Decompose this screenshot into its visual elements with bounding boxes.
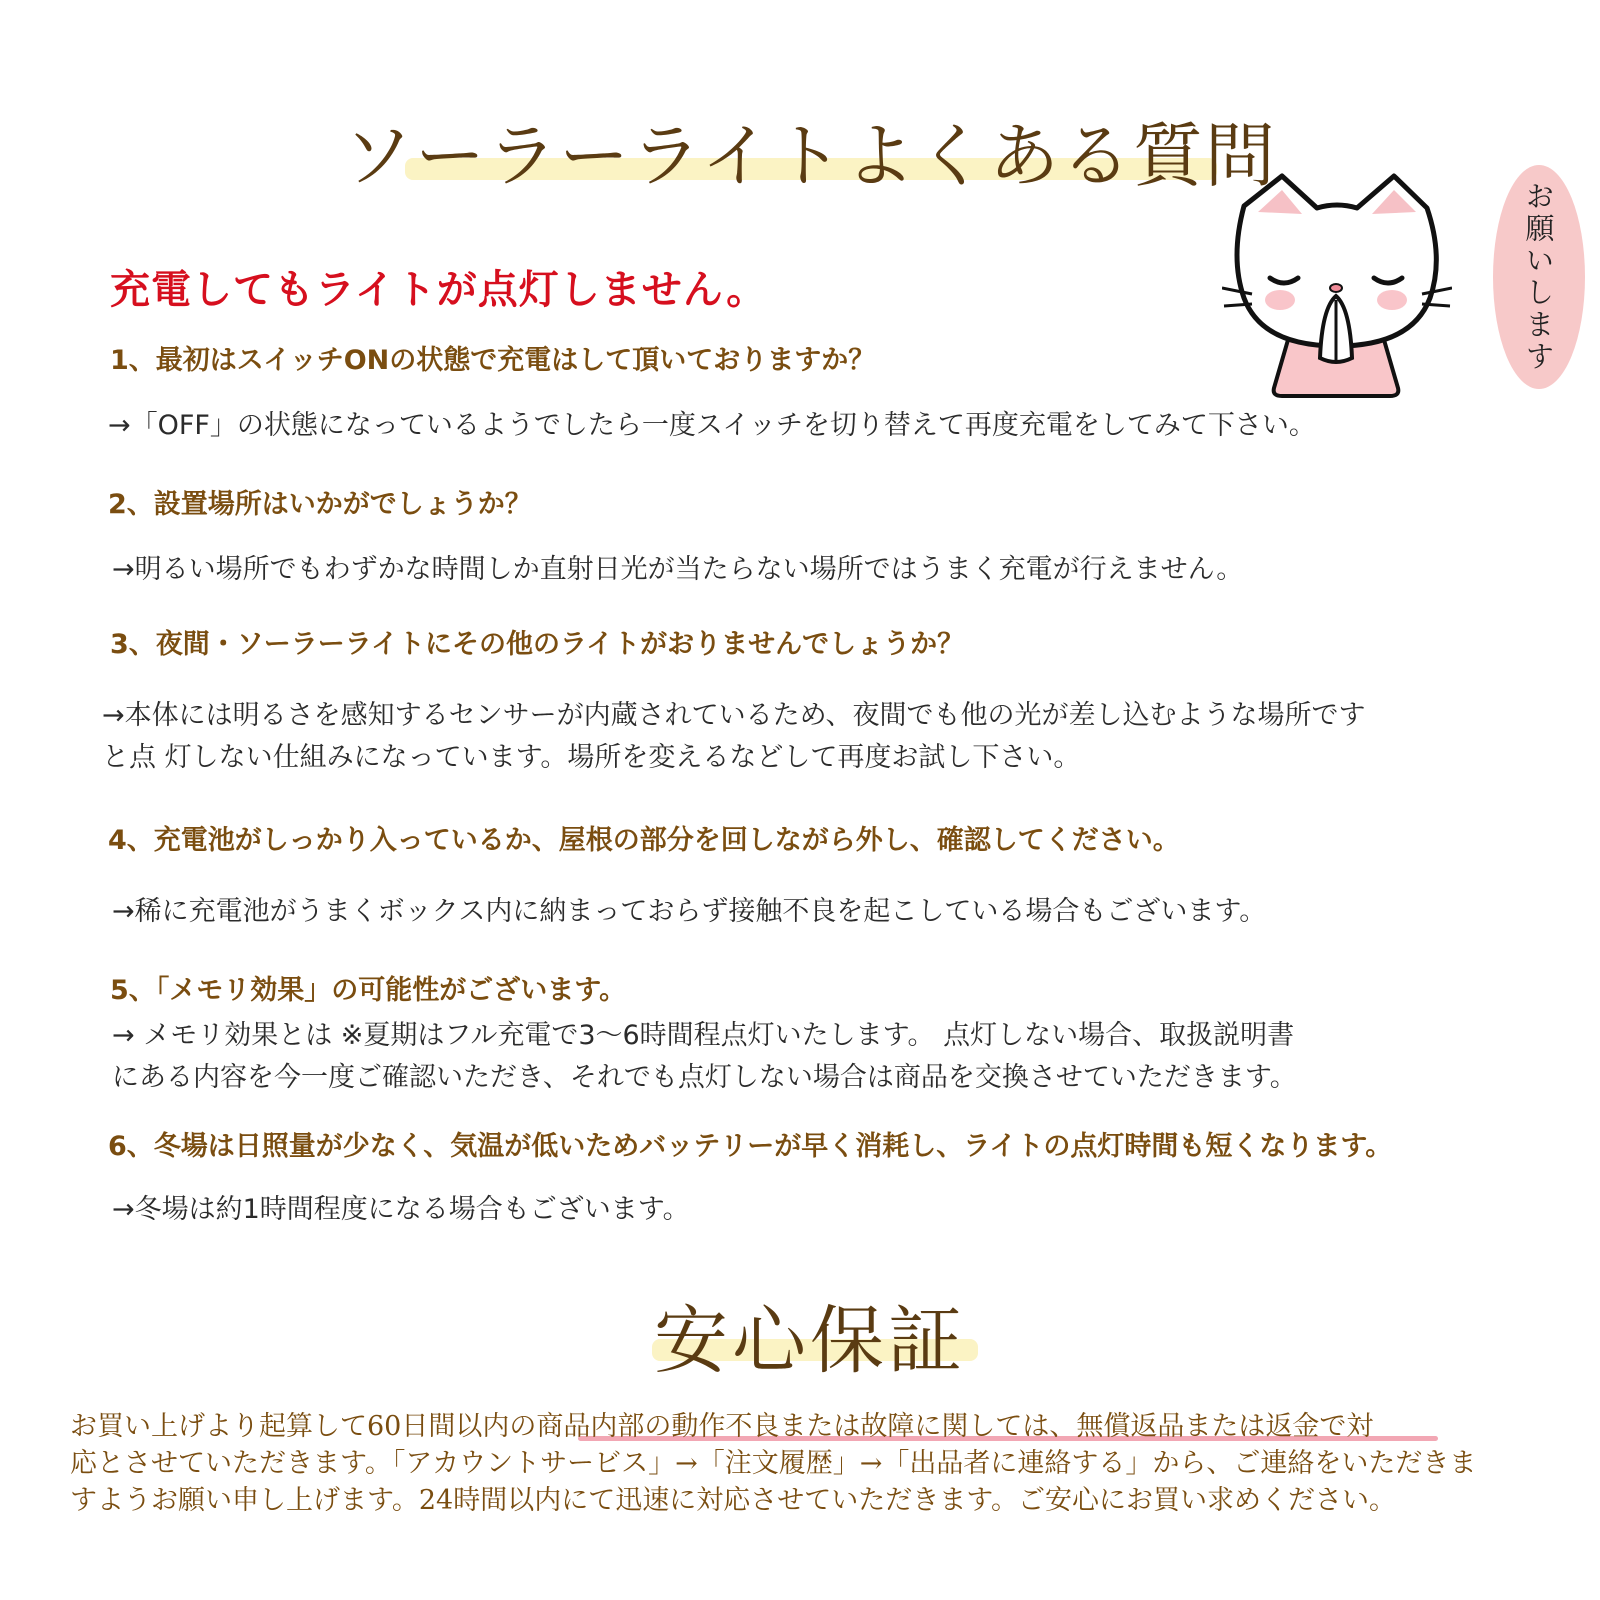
guarantee-line-1: お買い上げより起算して60日間以内の商品内部の動作不良または故障に関しては、無償返品または返金で対: [70, 1411, 1374, 1442]
faq-question-1: 1、最初はスイッチONの状態で充電はして頂いておりますか？: [110, 345, 876, 376]
faq-question-6: 6、冬場は日照量が少なく、気温が低いためバッテリーが早く消耗し、ライトの点灯時間も短くなります。: [108, 1131, 1393, 1162]
praying-cat-illustration: [1222, 168, 1452, 408]
cat-nose: [1330, 284, 1342, 292]
faq-question-2: 2、設置場所はいかがでしょうか？: [108, 489, 532, 520]
faq-answer-3-line-2: と点 灯しない仕組みになっています。場所を変えるなどして再度お試し下さい。: [102, 742, 1081, 773]
faq-answer-6: →冬場は約1時間程度になる場合もございます。: [112, 1194, 690, 1225]
faq-answer-3-line-1: →本体には明るさを感知するセンサーが内蔵されているため、夜間でも他の光が差し込むような場所です: [102, 700, 1366, 731]
guarantee-line-3: すようお願い申し上げます。24時間以内にて迅速に対応させていただきます。ご安心にお買い求めください。: [70, 1485, 1397, 1516]
faq-question-3: 3、夜間・ソーラーライトにその他のライトがおりませんでしょうか？: [110, 629, 965, 660]
request-badge: お願いします: [1493, 165, 1585, 389]
faq-answer-5-line-1: → メモリ効果とは ※夏期はフル充電で3～6時間程点灯いたします。 点灯しない場合、取扱説明書: [112, 1020, 1295, 1051]
cat-whisker: [1224, 304, 1252, 306]
guarantee-title: 安心保証: [654, 1298, 966, 1384]
faq-answer-4: →稀に充電池がうまくボックス内に納まっておらず接触不良を起こしている場合もございます。: [112, 896, 1267, 927]
guarantee-line-2: 応とさせていただきます。「アカウントサービス」→「注文履歴」→「出品者に連絡する」から、ご連絡をいただきま: [70, 1448, 1477, 1479]
cat-whisker: [1422, 304, 1450, 306]
faq-answer-1: →「OFF」の状態になっているようでしたら一度スイッチを切り替えて再度充電をしてみて下さい。: [108, 410, 1316, 441]
cat-cheek-left: [1265, 290, 1295, 310]
faq-answer-2: →明るい場所でもわずかな時間しか直射日光が当たらない場所ではうまく充電が行えません。: [112, 554, 1244, 585]
faq-question-5: 5、「メモリ効果」の可能性がございます。: [110, 975, 627, 1006]
faq-answer-5-line-2: にある内容を今一度ご確認いただき、それでも点灯しない場合は商品を交換させていただきます。: [112, 1062, 1297, 1093]
page-title: ソーラーライトよくある質問: [343, 115, 1277, 197]
faq-question-4: 4、充電池がしっかり入っているか、屋根の部分を回しながら外し、確認してください。: [108, 825, 1180, 856]
cat-cheek-right: [1377, 290, 1407, 310]
faq-headline: 充電してもライトが点灯しません。: [110, 267, 768, 313]
